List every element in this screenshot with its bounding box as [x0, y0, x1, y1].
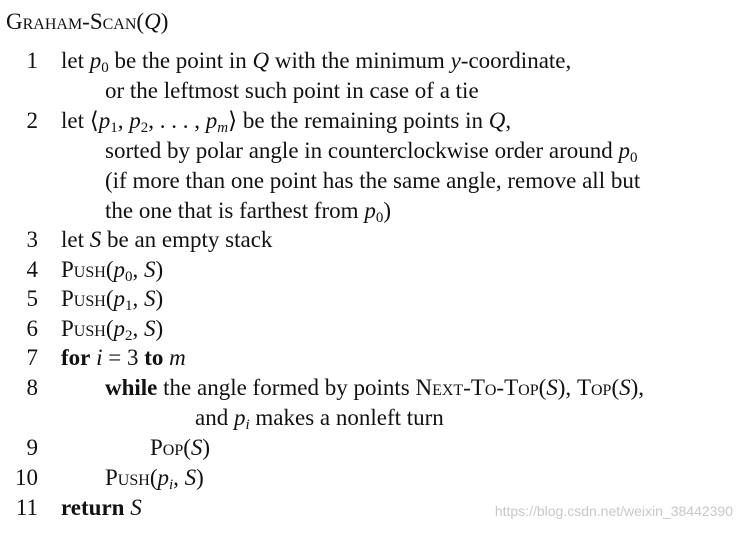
- procedure-name: Graham-Scan: [6, 9, 137, 34]
- line-number: 6: [26, 316, 38, 341]
- line-number: 5: [26, 286, 38, 311]
- line-number: 9: [26, 435, 38, 460]
- line-text: let $⟨p_1$, $p_2$, . . . , $p_m⟩$ be the remaining points in Q,: [61, 108, 512, 136]
- line-text: let S be an empty stack: [61, 227, 273, 252]
- line-text: or the leftmost such point in case of a tie: [105, 78, 479, 103]
- line-text: (if more than one point has the same angle, remove all but: [105, 168, 641, 193]
- line-text: $Push(p_1$, S): [61, 286, 164, 314]
- line-number: 1: [26, 48, 38, 73]
- line-text: the one that is farthest from $p_0$): [105, 198, 391, 226]
- line-number: 2: [26, 108, 38, 133]
- line-text: $Push(p_i$, S): [105, 465, 204, 493]
- line-number: 10: [15, 465, 38, 490]
- line-text: $Push(p_0$, S): [61, 257, 164, 285]
- line-text: sorted by polar angle in counterclockwise order around $p_0$: [105, 138, 638, 166]
- watermark-url: https://blog.csdn.net/weixin_38442390: [494, 503, 733, 519]
- line-text: $Push(p_2$, S): [61, 316, 164, 344]
- line-number: 7: [26, 345, 38, 370]
- line-text: for i = 3 to m: [61, 345, 186, 370]
- line-text: and $p_i$ makes a nonleft turn: [195, 405, 444, 433]
- line-text: return S: [61, 495, 142, 520]
- line-text: Pop(S): [150, 435, 211, 460]
- line-number: 8: [26, 375, 38, 400]
- line-text: let $p_0$ be the point in Q with the minimum y-coordinate,: [61, 48, 572, 76]
- procedure-param: Q: [144, 9, 161, 34]
- line-number: 3: [26, 227, 38, 252]
- line-number: 4: [26, 257, 38, 282]
- line-number: 11: [15, 495, 38, 520]
- algorithm-title: Graham-Scan(Q): [6, 9, 169, 34]
- line-text: while the angle formed by points Next-To-Top(S), Top(S),: [105, 375, 645, 400]
